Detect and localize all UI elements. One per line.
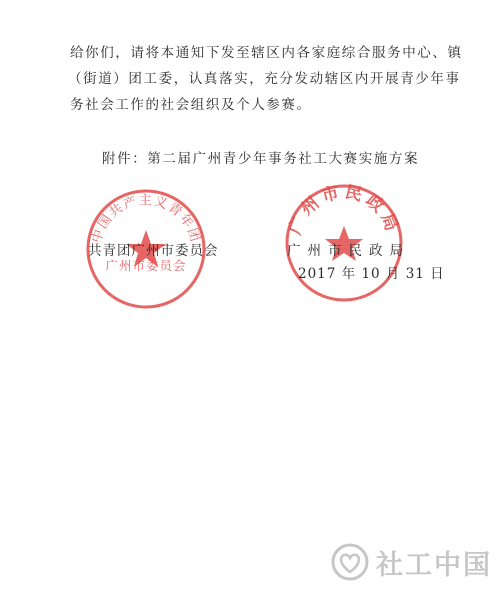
seal-left-lower-text: 广州市委员会 [105,258,187,273]
seal-left-upper-text: 中国共产主义青年团 [89,193,203,245]
seal-right-upper-text: 广州市民政局 [285,182,403,238]
body-line-1: 给你们，请将本通知下发至辖区内各家庭综合服务中心、镇 [70,45,463,61]
signature-date: 2017 年 10 月 31 日 [298,266,445,282]
body-line-3: 务社会工作的社会组织及个人参赛。 [70,97,312,113]
body-line-2: （街道）团工委，认真落实，充分发动辖区内开展青少年事 [68,71,461,87]
signature-civil-affairs: 广州市民政局 [287,243,410,259]
heart-logo-icon [330,542,370,582]
signature-youth-league: 共青团广州市委员会 [88,243,219,259]
attachment-line: 附件：第二届广州青少年事务社工大赛实施方案 [102,151,420,167]
watermark [330,542,492,582]
watermark-text: 社工中国 [376,549,492,581]
